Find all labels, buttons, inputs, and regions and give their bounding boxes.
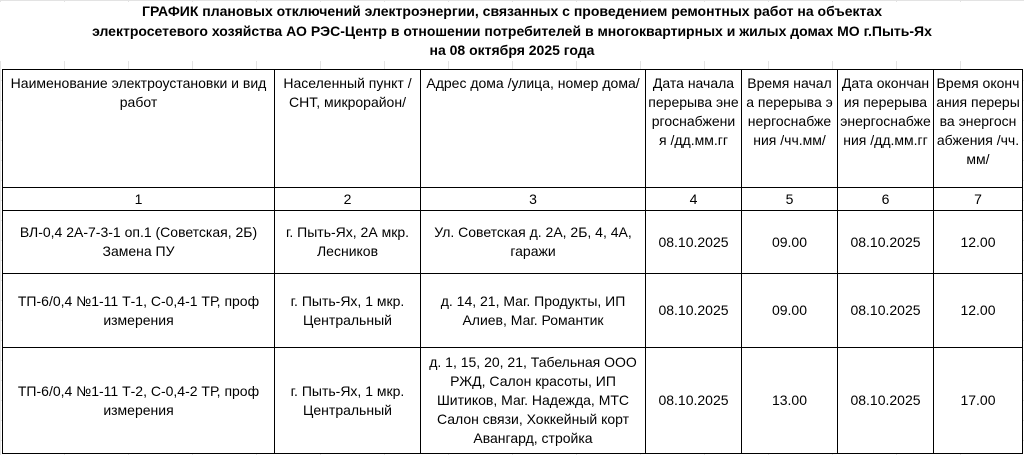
table-row — [3, 348, 1023, 454]
table-row — [3, 274, 1023, 348]
cell-address: Ул. Советская д. 2А, 2Б, 4, 4А, гаражи — [421, 211, 646, 274]
cell-start-date: 08.10.2025 — [646, 348, 742, 454]
header-end-time: Время окончания перерыва энергоснабжения /чч.мм/ — [934, 70, 1023, 188]
header-locality: Населенный пункт /СНТ, микрорайон/ — [275, 70, 421, 188]
header-start-time: Время начала перерыва энергоснабжения /чч.мм/ — [742, 70, 838, 188]
table-header-row — [3, 70, 1023, 188]
cell-installation: ТП-6/0,4 №1-11 Т-1, С-0,4-1 ТР, проф измерения — [3, 274, 275, 348]
cell-start-date: 08.10.2025 — [646, 211, 742, 274]
cell-end-time: 12.00 — [934, 274, 1023, 348]
document-title — [0, 2, 1024, 61]
column-number-row — [3, 188, 1023, 211]
column-number: 6 — [838, 188, 934, 211]
cell-end-time: 17.00 — [934, 348, 1023, 454]
column-number: 1 — [3, 188, 275, 211]
cell-end-date: 08.10.2025 — [838, 274, 934, 348]
column-number: 2 — [275, 188, 421, 211]
column-number: 5 — [742, 188, 838, 211]
cell-start-date: 08.10.2025 — [646, 274, 742, 348]
title-line-2: электросетевого хозяйства АО РЭС-Центр в отношении потребителей в многоквартирных и жилых домах МО г.Пыть-Ях — [92, 22, 932, 39]
cell-address: д. 1, 15, 20, 21, Табельная ООО РЖД, Салон красоты, ИП Шитиков, Маг. Надежда, МТС Салон связи, Хоккейный корт Авангард, стройка — [421, 348, 646, 454]
table-row — [3, 211, 1023, 274]
title-line-1: ГРАФИК плановых отключений электроэнергии, связанных с проведением ремонтных работ на объектах — [142, 3, 882, 19]
header-installation: Наименование электроустановки и вид работ — [3, 70, 275, 188]
cell-installation: ТП-6/0,4 №1-11 Т-2, С-0,4-2 ТР, проф измерения — [3, 348, 275, 454]
cell-locality: г. Пыть-Ях, 1 мкр. Центральный — [275, 274, 421, 348]
column-number: 7 — [934, 188, 1023, 211]
header-address: Адрес дома /улица, номер дома/ — [421, 70, 646, 188]
cell-start-time: 09.00 — [742, 211, 838, 274]
cell-start-time: 13.00 — [742, 348, 838, 454]
cell-start-time: 09.00 — [742, 274, 838, 348]
cell-end-date: 08.10.2025 — [838, 211, 934, 274]
cell-locality: г. Пыть-Ях, 2А мкр. Лесников — [275, 211, 421, 274]
title-line-3: на 08 октября 2025 года — [429, 42, 595, 58]
cell-end-date: 08.10.2025 — [838, 348, 934, 454]
cell-end-time: 12.00 — [934, 211, 1023, 274]
cell-address: д. 14, 21, Маг. Продукты, ИП Алиев, Маг. Романтик — [421, 274, 646, 348]
cell-locality: г. Пыть-Ях, 1 мкр. Центральный — [275, 348, 421, 454]
outage-schedule-table — [2, 69, 1023, 454]
header-end-date: Дата окончания перерыва энергоснабжения /дд.мм.гг — [838, 70, 934, 188]
header-start-date: Дата начала перерыва энергоснабжения /дд.мм.гг — [646, 70, 742, 188]
cell-installation: ВЛ-0,4 2А-7-3-1 оп.1 (Советская, 2Б) Замена ПУ — [3, 211, 275, 274]
column-number: 3 — [421, 188, 646, 211]
column-number: 4 — [646, 188, 742, 211]
